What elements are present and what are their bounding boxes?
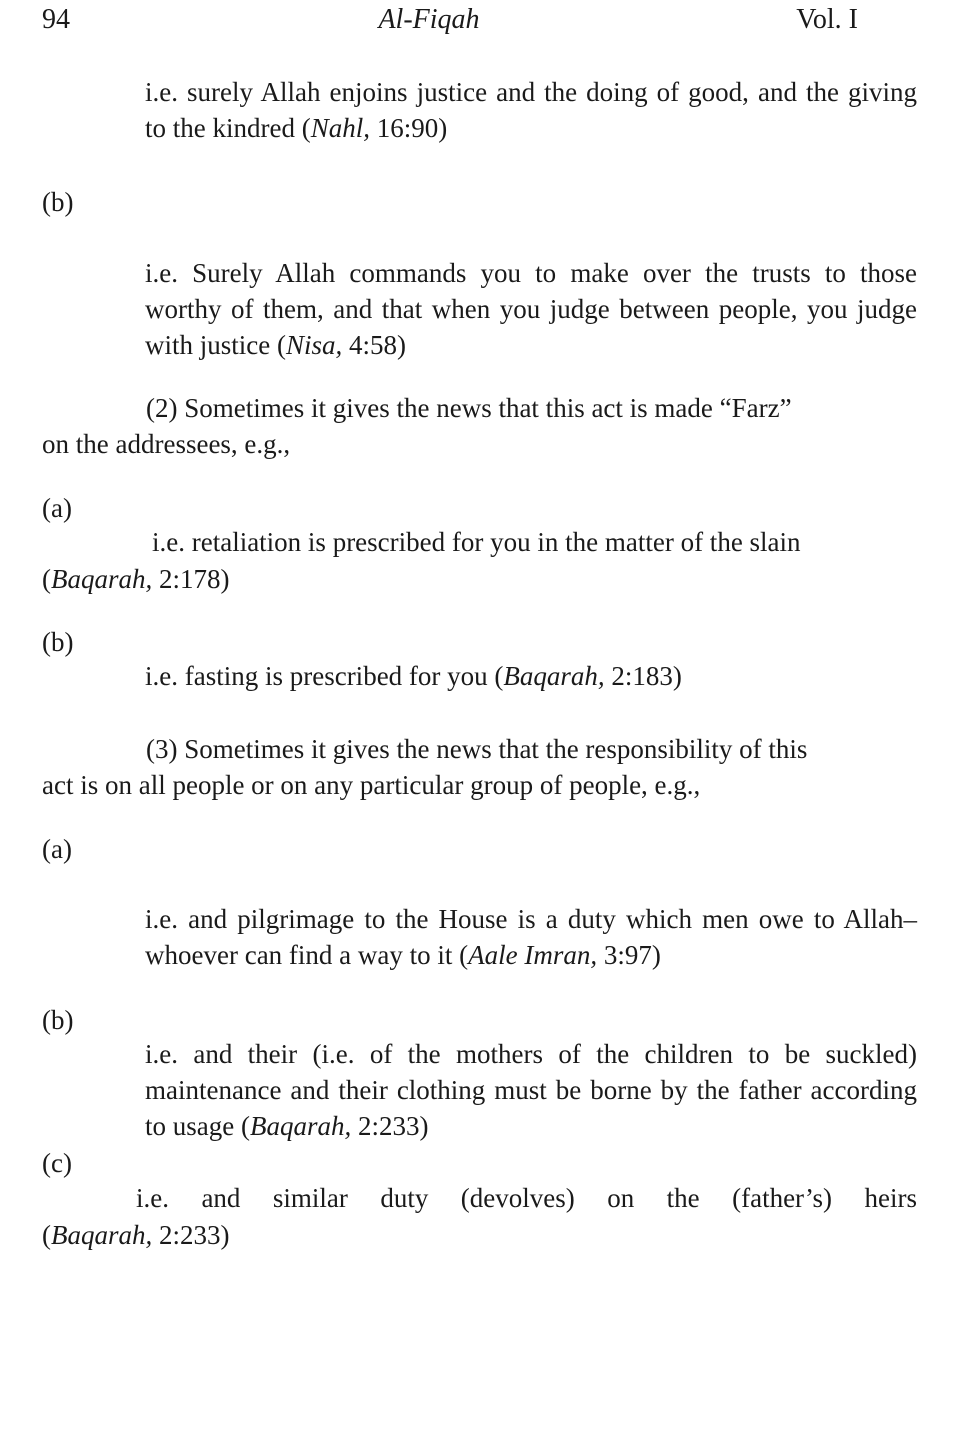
volume-label: Vol. I bbox=[796, 4, 858, 35]
paragraph-3-line-2: act is on all people or on any particular group of people, e.g., bbox=[42, 770, 701, 800]
item-label: (c) bbox=[42, 1148, 72, 1178]
surah-name: Nisa, bbox=[285, 330, 343, 360]
surah-name: Aale Imran, bbox=[468, 940, 598, 970]
surah-name: Baqarah, bbox=[503, 661, 605, 691]
running-title: Al-Fiqah bbox=[378, 4, 480, 35]
translation-baqarah-233-maintenance: i.e. and their (i.e. of the mothers of the children to be suckled) maintenance and their clothing must be borne by the father according to usage (Baqarah, 2:233) bbox=[145, 1039, 917, 1141]
surah-name: Baqarah, bbox=[249, 1111, 352, 1141]
item-label: (b) bbox=[42, 187, 74, 217]
translation-baqarah-178-line-2: (Baqarah, 2:178) bbox=[42, 564, 230, 594]
translation-baqarah-178-line-1: i.e. retaliation is prescribed for you in the matter of the slain bbox=[152, 527, 801, 557]
item-label: (b) bbox=[42, 627, 74, 657]
page-number: 94 bbox=[42, 4, 70, 35]
surah-name: Baqarah, bbox=[51, 564, 153, 594]
item-label: (b) bbox=[42, 1005, 74, 1035]
surah-name: Nahl, bbox=[310, 113, 370, 143]
translation-nisa: i.e. Surely Allah commands you to make over the trusts to those worthy of them, and that when you judge between people, you judge with justice (Nisa, 4:58) bbox=[145, 258, 917, 360]
translation-nahl: i.e. surely Allah enjoins justice and the doing of good, and the giving to the kindred (Nahl, 16:90) bbox=[145, 77, 917, 143]
paragraph-2-line-1: (2) Sometimes it gives the news that this act is made “Farz” bbox=[146, 393, 792, 423]
paragraph-2-line-2: on the addressees, e.g., bbox=[42, 429, 291, 459]
surah-name: Baqarah, bbox=[51, 1220, 153, 1250]
translation-baqarah-233-heirs-line-1: i.e. and similar duty (devolves) on the (father’s) heirs bbox=[136, 1183, 917, 1213]
translation-baqarah-183: i.e. fasting is prescribed for you (Baqarah, 2:183) bbox=[145, 661, 682, 691]
translation-baqarah-233-heirs-line-2: (Baqarah, 2:233) bbox=[42, 1220, 230, 1250]
translation-aale-imran: i.e. and pilgrimage to the House is a duty which men owe to Allah–whoever can find a way to it (Aale Imran, 3:97) bbox=[145, 904, 917, 970]
item-label: (a) bbox=[42, 493, 72, 523]
paragraph-3-line-1: (3) Sometimes it gives the news that the responsibility of this bbox=[146, 734, 808, 764]
item-label: (a) bbox=[42, 834, 72, 864]
